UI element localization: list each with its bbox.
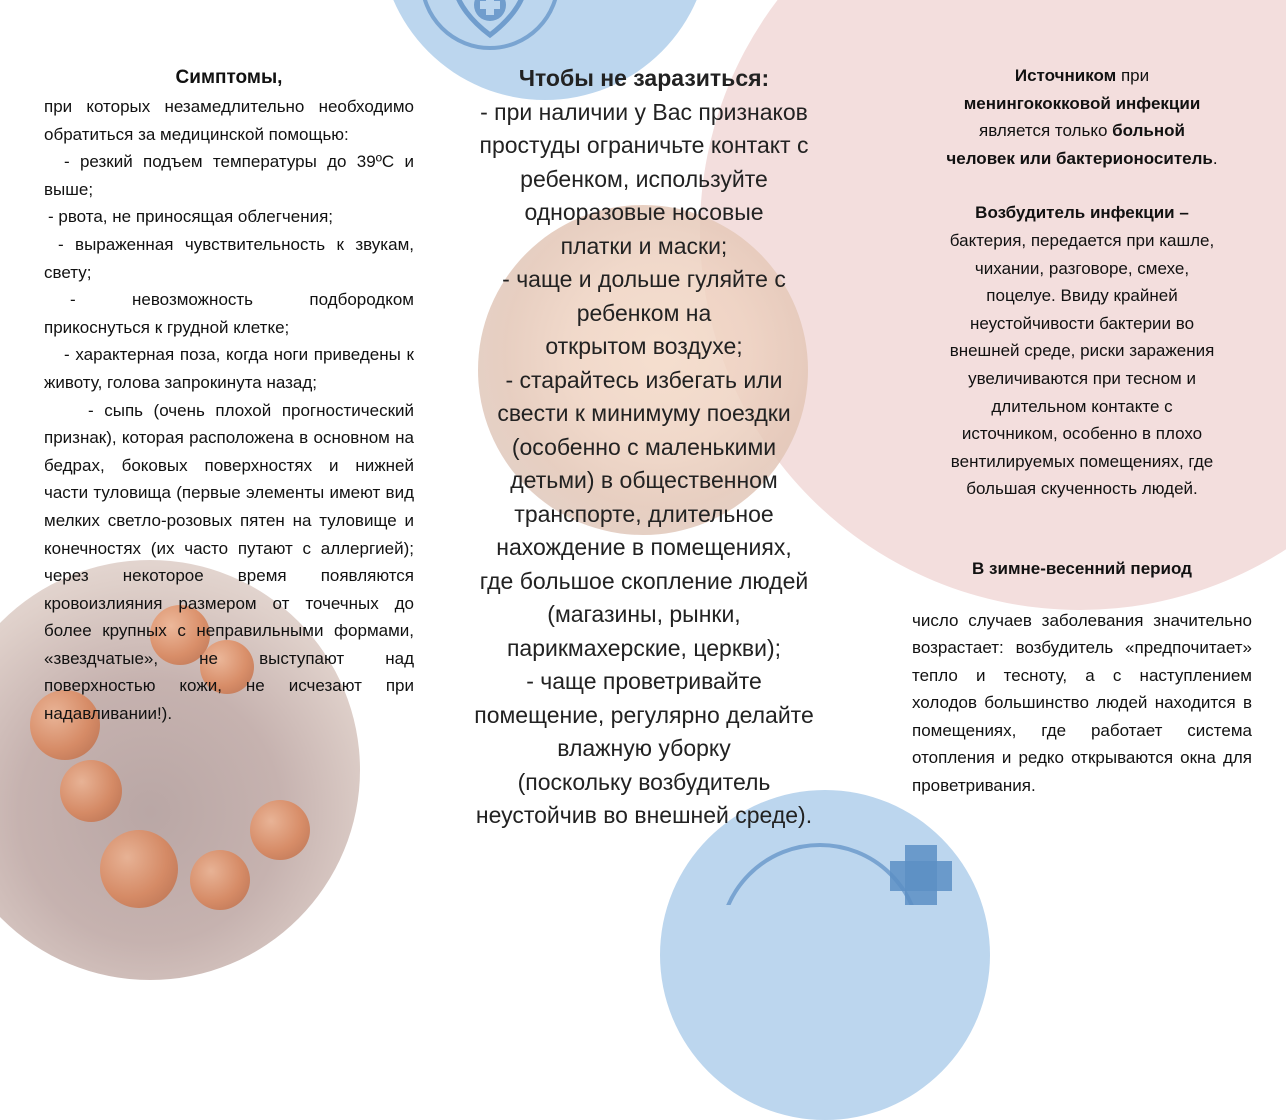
source-column bbox=[912, 62, 1252, 800]
prevention-line: нахождение в помещениях, bbox=[496, 534, 792, 560]
bacterium-shape bbox=[190, 850, 250, 910]
prevention-line: (поскольку возбудитель bbox=[517, 768, 771, 795]
prevention-line: где большое скопление людей bbox=[479, 567, 809, 594]
period-title: В зимне-весенний период bbox=[972, 558, 1192, 578]
prevention-line: помещение, регулярно делайте bbox=[474, 701, 814, 728]
source-line-4: человек или бактерионоситель. bbox=[946, 148, 1218, 168]
agent-line: источником, особенно в плохо bbox=[961, 424, 1203, 444]
agent-line: неустойчивости бактерии во bbox=[969, 313, 1195, 333]
agent-line: бактерия, передается при кашле, bbox=[949, 230, 1215, 250]
prevention-line: одноразовые носовые bbox=[524, 199, 764, 225]
source-line-3: является только больной bbox=[979, 121, 1185, 141]
source-line-1: Источником при bbox=[1014, 66, 1150, 85]
symptom-item: - резкий подъем температуры до 39ºС и выше; bbox=[44, 152, 414, 199]
source-line-2: менингококковой инфекции bbox=[963, 93, 1201, 113]
prevention-line: платки и маски; bbox=[560, 232, 728, 259]
agent-line: чихании, разговоре, смехе, bbox=[974, 258, 1190, 278]
prevention-line: свести к минимуму поездки bbox=[497, 400, 791, 426]
prevention-line: (особенно с маленькими bbox=[511, 433, 777, 460]
prevention-line: простуды ограничьте контакт с bbox=[479, 132, 809, 158]
prevention-line: парикмахерские, церкви); bbox=[506, 634, 782, 661]
agent-line: внешней среде, риски заражения bbox=[949, 341, 1215, 361]
agent-line: увеличиваются при тесном и bbox=[968, 368, 1196, 388]
prevention-line: - при наличии у Вас признаков bbox=[480, 98, 808, 125]
symptom-item: - рвота, не приносящая облегчения; bbox=[48, 207, 334, 227]
symptoms-title: Симптомы, bbox=[175, 67, 283, 88]
prevention-line: - чаще проветривайте bbox=[526, 668, 762, 694]
agent-line: вентилируемых помещениях, где bbox=[950, 451, 1214, 471]
bacterium-shape bbox=[100, 830, 178, 908]
prevention-line: детьми) в общественном bbox=[510, 467, 778, 493]
symptom-item: - выраженная чувствительность к звукам, свету; bbox=[44, 234, 414, 282]
prevention-line: ребенком, используйте bbox=[520, 165, 768, 192]
bacterium-shape bbox=[250, 800, 310, 860]
agent-title: Возбудитель инфекции – bbox=[975, 203, 1189, 223]
symptom-item: - характерная поза, когда ноги приведены к животу, голова запрокинута назад; bbox=[44, 345, 414, 392]
bacterium-shape bbox=[60, 760, 122, 822]
prevention-column bbox=[455, 62, 833, 833]
symptoms-intro: при которых незамедлительно необходимо обратиться за медицинской помощью: bbox=[44, 97, 414, 144]
period-text: число случаев заболевания значительно возрастает: возбудитель «предпочитает» тепло и тесноту, а с наступлением холодов большинство людей находится в помещениях, где работает система отопления и редко открываются окна для проветривания. bbox=[912, 610, 1252, 796]
prevention-line: влажную уборку bbox=[557, 735, 731, 761]
agent-line: большая скученность людей. bbox=[966, 479, 1198, 499]
prevention-line: открытом воздухе; bbox=[545, 333, 743, 359]
medical-cross-icon bbox=[700, 825, 1000, 905]
symptom-item: - невозможность подбородком прикоснуться к грудной клетке; bbox=[44, 290, 414, 337]
prevention-line: - старайтесь избегать или bbox=[505, 366, 783, 393]
symptoms-column bbox=[44, 64, 414, 728]
prevention-line: неустойчив во внешней среде). bbox=[475, 802, 813, 828]
prevention-line: ребенком на bbox=[576, 299, 712, 326]
prevention-line: (магазины, рынки, bbox=[547, 601, 741, 627]
agent-line: поцелуе. Ввиду крайней bbox=[986, 286, 1178, 306]
agent-line: длительном контакте с bbox=[991, 396, 1173, 416]
symptom-item: - сыпь (очень плохой прогностический признак), которая расположена в основном на бедрах, боковых поверхностях и нижней части туловища (первые элементы имеют вид мелких светло-розовых пятен на туловище и конечностях (их часто путают с аллергией); через некоторое время появляются кровоизлияния размером от точечных до более крупных с неправильными формами, «звездчатые», не выступают над поверхностью кожи, не исчезают при надавливании!). bbox=[44, 400, 414, 724]
prevention-line: транспорте, длительное bbox=[514, 500, 774, 527]
prevention-title: Чтобы не заразиться: bbox=[518, 65, 770, 91]
prevention-line: - чаще и дольше гуляйте с bbox=[502, 266, 786, 292]
